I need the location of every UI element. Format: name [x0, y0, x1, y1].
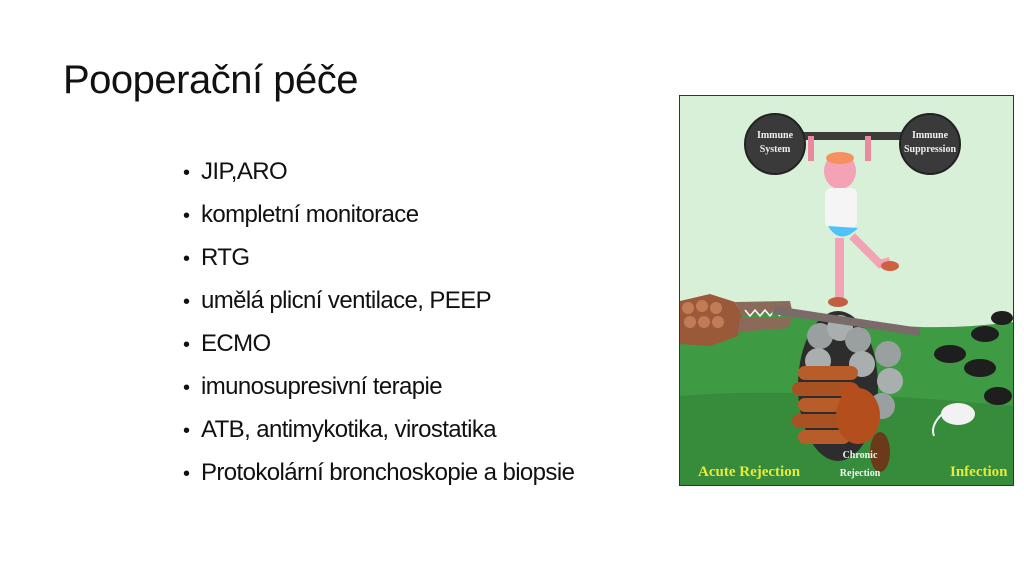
balance-illustration — [679, 95, 1014, 486]
left-plate-line2: System — [759, 144, 791, 155]
bullet-text: ATB, antimykotika, virostatika — [201, 416, 496, 443]
bullet-text: kompletní monitorace — [201, 201, 419, 228]
bullet-icon: • — [183, 248, 190, 270]
bullet-icon: • — [183, 420, 190, 442]
right-plate-line2: Suppression — [903, 144, 957, 155]
list-item — [183, 367, 574, 410]
infection-label: Infection — [950, 464, 1008, 480]
bullet-text: RTG — [201, 244, 250, 271]
right-plate-line1: Immune — [911, 130, 949, 141]
chronic-label-line1: Chronic — [842, 450, 878, 461]
bullet-icon: • — [183, 205, 190, 227]
bullet-icon: • — [183, 162, 190, 184]
bullet-text: Protokolární bronchoskopie a biopsie — [201, 459, 575, 486]
acute-rejection-label: Acute Rejection — [698, 464, 801, 480]
bullet-icon: • — [183, 377, 190, 399]
bullet-list — [183, 152, 574, 496]
list-item — [183, 195, 574, 238]
bullet-icon: • — [183, 334, 190, 356]
bullet-icon: • — [183, 291, 190, 313]
list-item — [183, 453, 574, 496]
chronic-label-line2: Rejection — [839, 468, 881, 479]
bullet-text: umělá plicní ventilace, PEEP — [201, 287, 492, 314]
slide-title: Pooperační péče — [63, 58, 358, 102]
bullet-text: JIP,ARO — [201, 158, 288, 185]
bullet-text: imunosupresivní terapie — [201, 373, 443, 400]
list-item — [183, 281, 574, 324]
list-item — [183, 238, 574, 281]
list-item — [183, 410, 574, 453]
list-item — [183, 324, 574, 367]
bullet-text: ECMO — [201, 330, 271, 357]
bullet-icon: • — [183, 463, 190, 485]
left-plate-line1: Immune — [756, 130, 794, 141]
list-item — [183, 152, 574, 195]
